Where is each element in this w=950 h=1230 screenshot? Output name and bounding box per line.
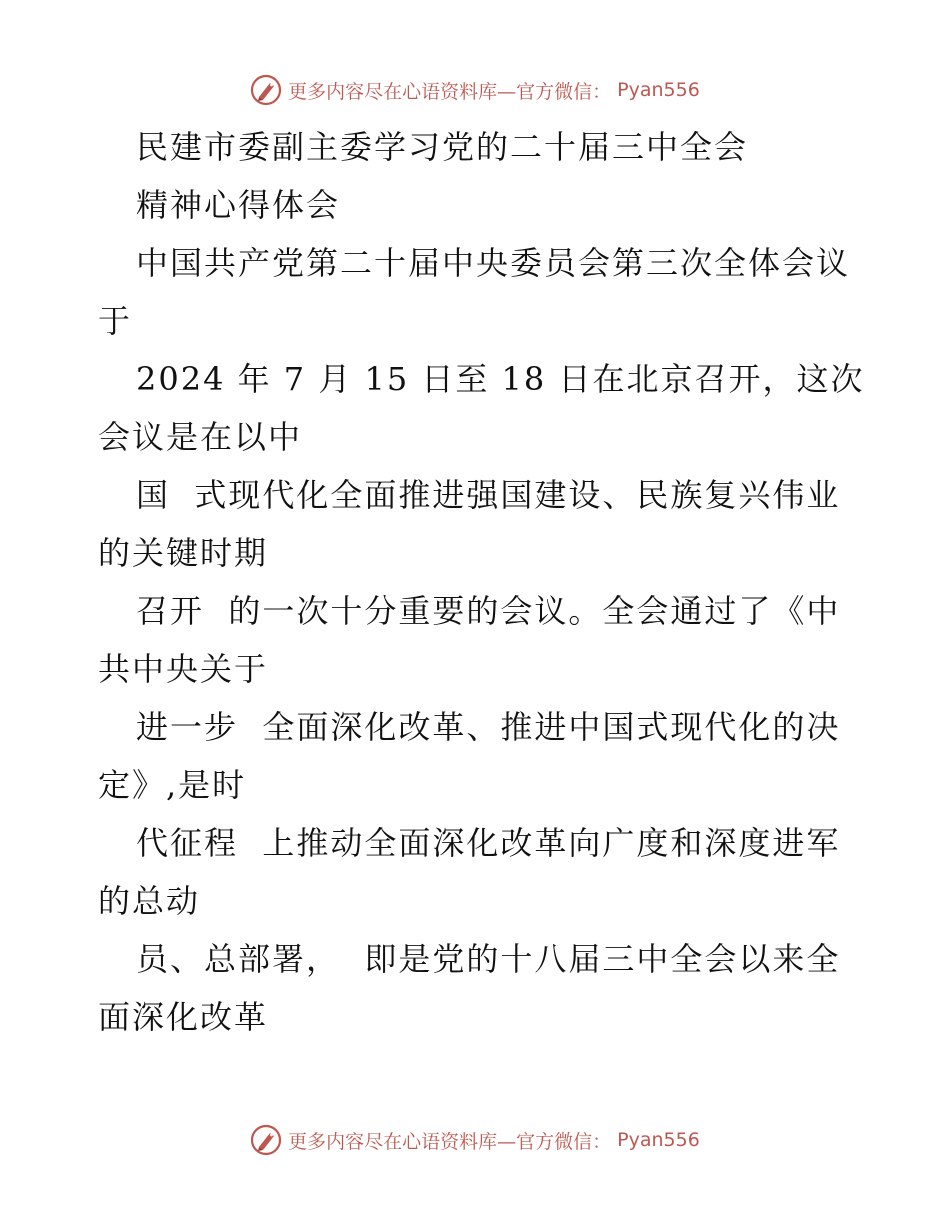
body-line: 于 xyxy=(98,302,133,340)
pen-logo-icon xyxy=(250,74,282,106)
body-line: 的总动 xyxy=(98,882,201,920)
footer-watermark xyxy=(0,1120,950,1160)
body-line: 2024 年 7 月 15 日至 18 日在北京召开，这次 xyxy=(136,360,865,398)
body-line: 会议是在以中 xyxy=(98,418,303,456)
watermark-text: 更多内容尽在心语资料库—官方微信： xyxy=(288,1130,612,1153)
watermark-handle: Pyan556 xyxy=(617,1129,700,1151)
body-line: 代征程 上推动全面深化改革向广度和深度进军 xyxy=(136,824,841,862)
body-line: 面深化改革 xyxy=(98,998,269,1036)
body-line: 民建市委副主委学习党的二十届三中全会 xyxy=(136,128,749,166)
document-body xyxy=(98,118,865,1046)
body-line: 精神心得体会 xyxy=(136,186,341,224)
body-line: 国 式现代化全面推进强国建设、民族复兴伟业 xyxy=(136,476,841,514)
body-line: 定》,是时 xyxy=(98,766,247,804)
body-line: 召开 的一次十分重要的会议。全会通过了《中 xyxy=(136,592,841,630)
watermark-text: 更多内容尽在心语资料库—官方微信： xyxy=(288,80,612,103)
header-watermark xyxy=(0,70,950,110)
body-line: 进一步 全面深化改革、推进中国式现代化的决 xyxy=(136,708,841,746)
body-line: 员、总部署， 即是党的十八届三中全会以来全 xyxy=(136,940,841,978)
pen-logo-icon xyxy=(250,1124,282,1156)
body-line: 中国共产党第二十届中央委员会第三次全体会议 xyxy=(136,244,851,282)
body-line: 共中央关于 xyxy=(98,650,269,688)
body-line: 的关键时期 xyxy=(98,534,269,572)
watermark-handle: Pyan556 xyxy=(617,79,700,101)
